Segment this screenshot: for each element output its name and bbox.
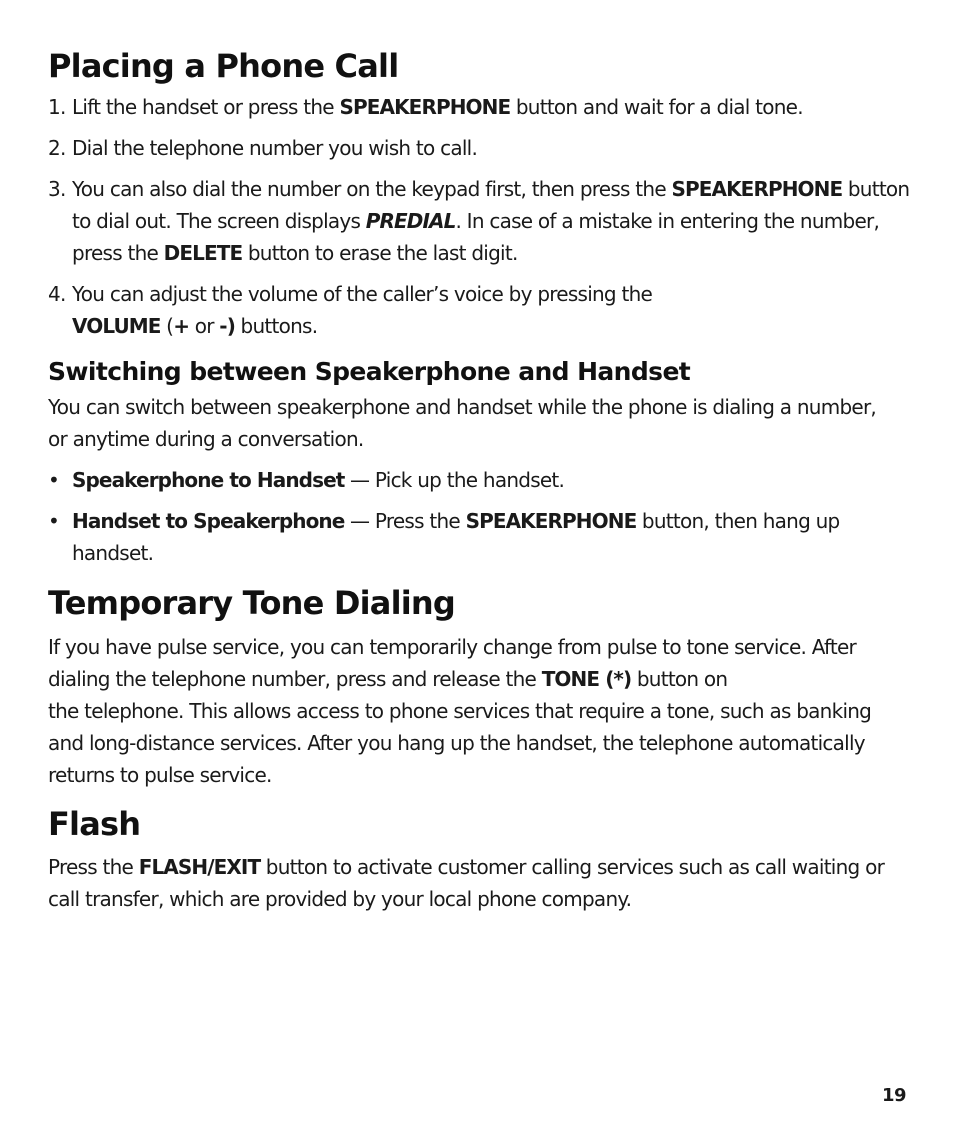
step-number: 4.: [48, 282, 66, 306]
bullet-marker: •: [48, 509, 60, 533]
volume-plus-label: +: [173, 314, 190, 338]
flash-paragraph: [48, 851, 898, 915]
bullet-text: — Pick up the handset.: [344, 468, 565, 492]
switching-intro: You can switch between speakerphone and handset while the phone is dialing a number, or anytime during a conversation.: [48, 395, 877, 451]
delete-button-label: DELETE: [163, 241, 243, 265]
bullet-marker: •: [48, 468, 60, 492]
step-text: Dial the telephone number you wish to call.: [72, 136, 478, 160]
tone-text: If you have pulse service, you can temporarily change from pulse to tone service. After dialing the telephone number, press and release the: [48, 635, 857, 691]
volume-button-label: VOLUME: [72, 314, 161, 338]
heading-switching: Switching between Speakerphone and Handset: [48, 357, 691, 386]
speakerphone-button-label: SPEAKERPHONE: [671, 177, 843, 201]
bullet-text: button, then hang up handset.: [72, 509, 840, 565]
step-text: . In case of a mistake in entering the number, press the: [72, 209, 880, 265]
page-number: 19: [881, 1085, 906, 1106]
step-text: You can also dial the number on the keypad first, then press the: [72, 177, 672, 201]
flash-text: Press the: [48, 855, 139, 879]
speakerphone-button-label: SPEAKERPHONE: [339, 95, 511, 119]
heading-placing-a-phone-call: Placing a Phone Call: [48, 47, 399, 85]
step-1: [48, 91, 922, 123]
step-text: button and wait for a dial tone.: [510, 95, 803, 119]
step-3: [48, 173, 922, 269]
bullet-title: Speakerphone to Handset: [72, 468, 345, 492]
bullet-speakerphone-to-handset: [48, 464, 922, 496]
flash-text: button to activate customer calling services such as call waiting or call transfer, which are provided by your local phone company.: [48, 855, 885, 911]
step-text: Lift the handset or press the: [72, 95, 340, 119]
step-text: You can adjust the volume of the caller’s voice by pressing the: [72, 282, 653, 306]
step-text: buttons.: [234, 314, 318, 338]
step-text: button to erase the last digit.: [242, 241, 518, 265]
step-text: button to dial out. The screen displays: [72, 177, 910, 233]
bullet-title: Handset to Speakerphone: [72, 509, 345, 533]
tone-paragraph: [48, 631, 898, 791]
flash-exit-button-label: FLASH/EXIT: [138, 855, 261, 879]
bullet-handset-to-speakerphone: [48, 505, 922, 569]
step-text: (: [160, 314, 174, 338]
step-number: 3.: [48, 177, 66, 201]
speakerphone-button-label: SPEAKERPHONE: [465, 509, 637, 533]
step-4: [48, 278, 922, 342]
step-number: 2.: [48, 136, 66, 160]
bullet-text: — Press the: [344, 509, 466, 533]
step-number: 1.: [48, 95, 66, 119]
predial-display-label: PREDIAL: [365, 209, 456, 233]
heading-temporary-tone-dialing: Temporary Tone Dialing: [48, 584, 456, 622]
step-text: or: [189, 314, 220, 338]
tone-text: button on: [631, 667, 728, 691]
heading-flash: Flash: [48, 805, 141, 843]
volume-minus-label: -): [219, 314, 235, 338]
tone-button-label: TONE (*): [541, 667, 632, 691]
tone-text: the telephone. This allows access to phone services that require a tone, such as banking and long-distance services. After you hang up the handset, the telephone automatically returns to pulse service.: [48, 699, 872, 787]
step-2: [48, 132, 922, 164]
